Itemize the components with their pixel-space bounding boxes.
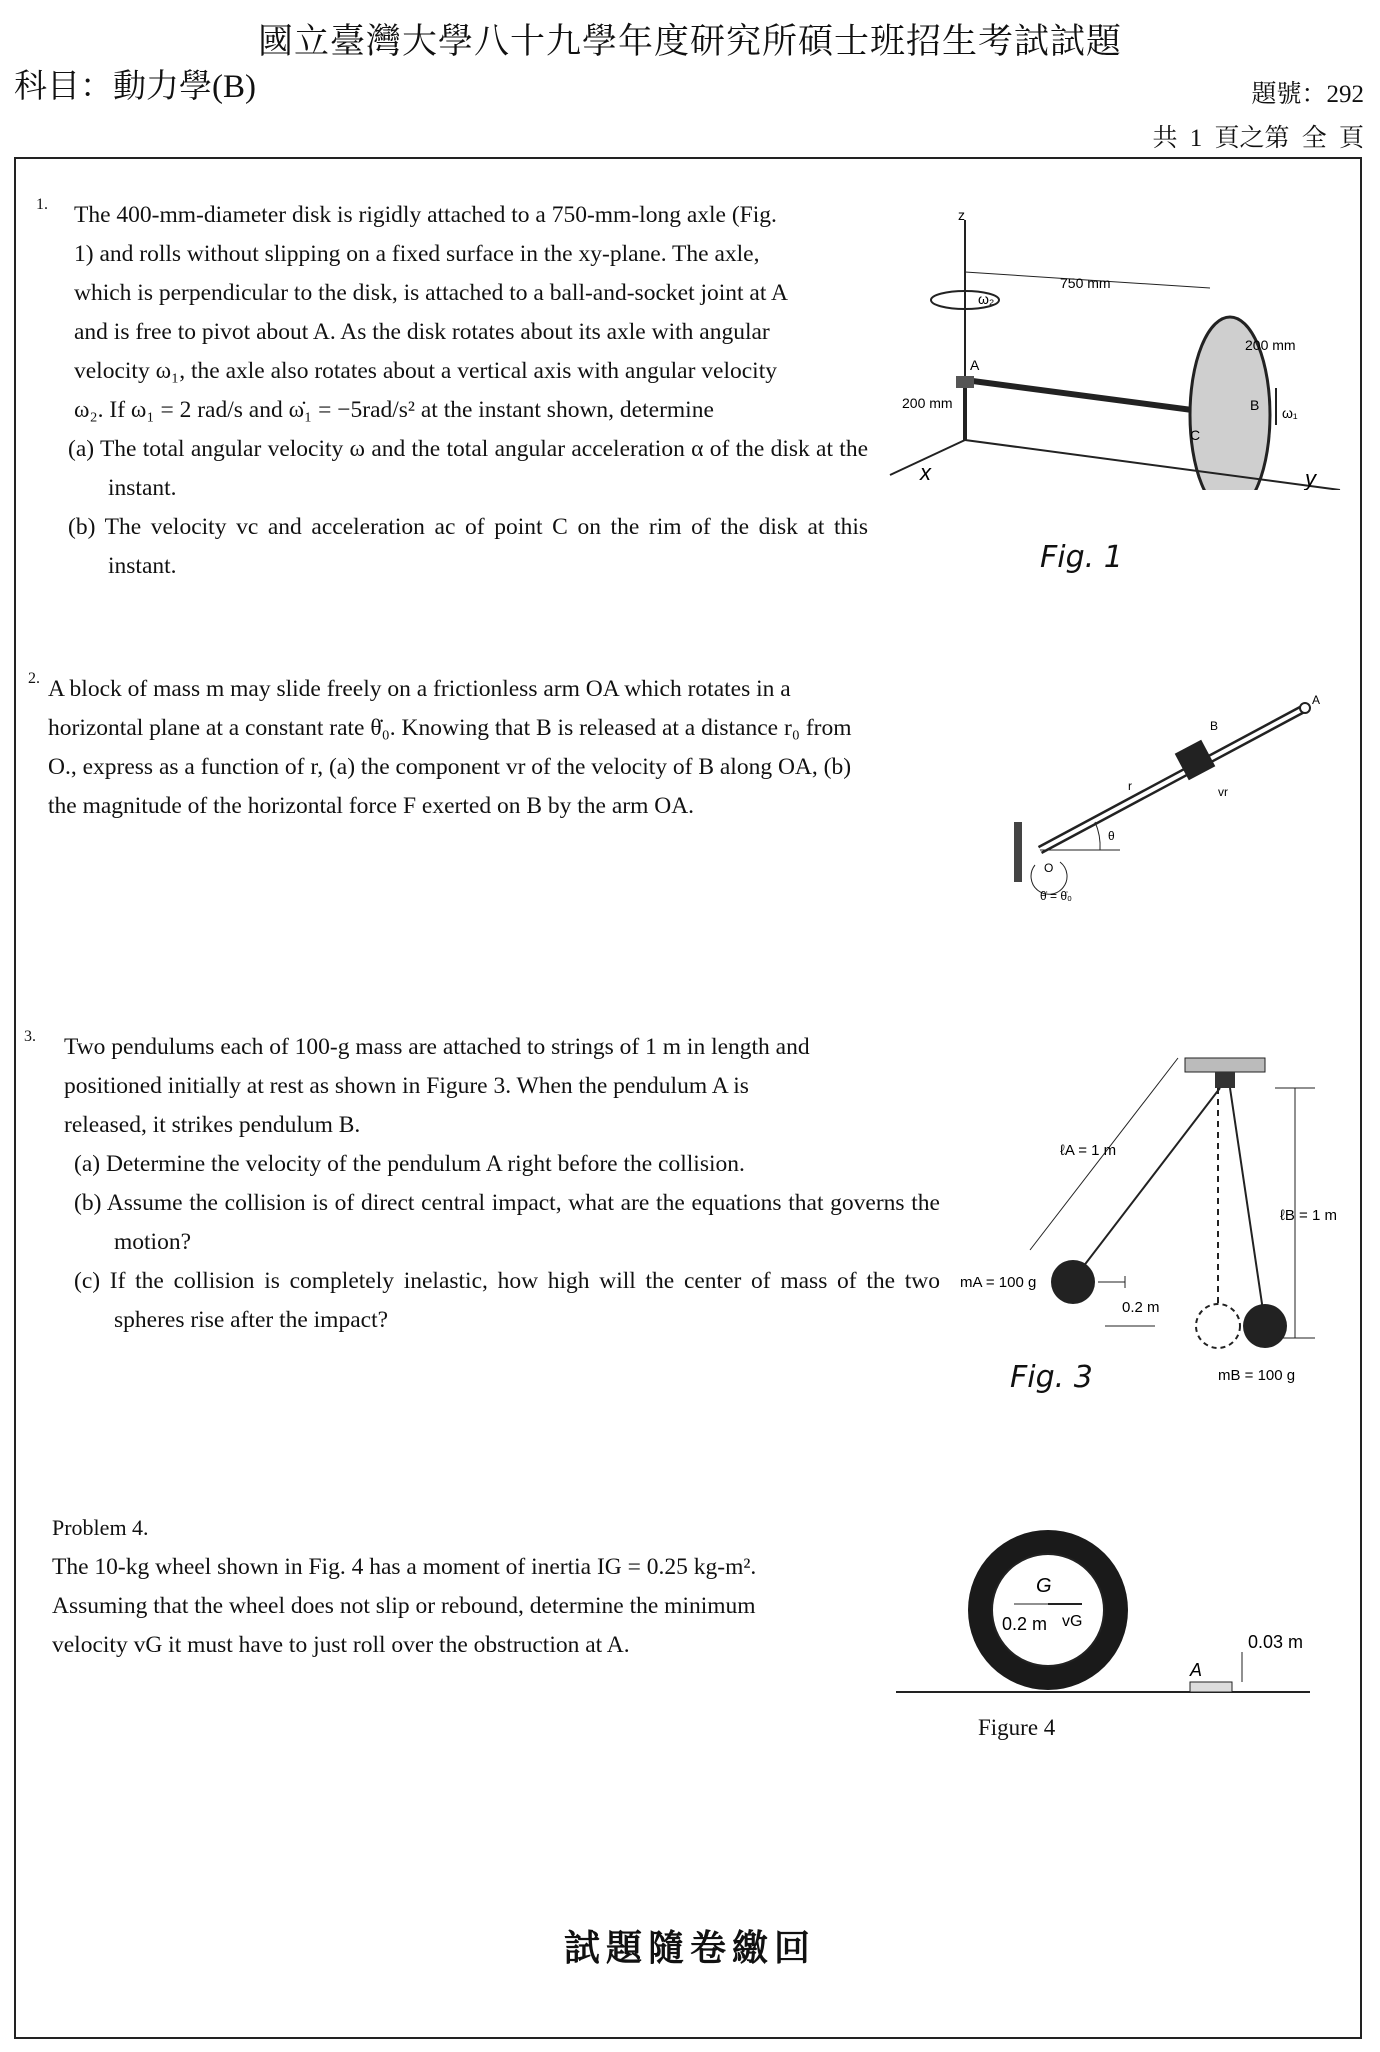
problem-3-line: Two pendulums each of 100-g mass are attached to strings of 1 m in length and	[64, 1034, 810, 1060]
problem-1-line: 1) and rolls without slipping on a fixed surface in the xy-plane. The axle,	[74, 241, 760, 267]
fig3-mB-label: mB = 100 g	[1218, 1367, 1296, 1384]
problem-1-line: and is free to pivot about A. As the disk rotates about its axle with angular	[74, 319, 770, 345]
problem-1-line: which is perpendicular to the disk, is attached to a ball-and-socket joint at A	[74, 280, 788, 306]
problem-3-part-a: (a) Determine the velocity of the pendulum A right before the collision.	[74, 1151, 745, 1177]
problem-2-line: horizontal plane at a constant rate θ̇₀. Knowing that B is released at a distance r₀ from	[48, 715, 852, 741]
problem-3-line: released, it strikes pendulum B.	[64, 1112, 361, 1138]
problem-1-line: ω₂. If ω₁ = 2 rad/s and ω̇₁ = −5rad/s² at the instant shown, determine	[74, 397, 714, 423]
problem-4-line: velocity vG it must have to just roll over the obstruction at A.	[52, 1632, 630, 1658]
problem-3-text	[64, 1028, 940, 1145]
fig2-theta-label: θ	[1108, 829, 1115, 843]
fig2-A-label: A	[1312, 693, 1321, 707]
problem-4-heading: Problem 4.	[52, 1515, 149, 1540]
problem-3-parts	[74, 1145, 940, 1340]
fig2-rate-label: θ̇ = θ̇₀	[1040, 889, 1073, 903]
fig1-height-label: 200 mm	[902, 395, 953, 411]
problem-2-line: A block of mass m may slide freely on a frictionless arm OA which rotates in a	[48, 676, 791, 702]
fig2-B-label: B	[1210, 719, 1219, 733]
problem-4-line: The 10-kg wheel shown in Fig. 4 has a moment of inertia IG = 0.25 kg-m².	[52, 1554, 757, 1580]
figure-4-diagram	[890, 1520, 1330, 1710]
figure-2-diagram	[1000, 690, 1340, 920]
fig1-diameter-label: 200 mm	[1245, 337, 1296, 353]
fig3-mA-label: mA = 100 g	[960, 1274, 1037, 1291]
fig3-lA-label: ℓA = 1 m	[1060, 1142, 1117, 1159]
fig4-G-label: G	[1036, 1575, 1052, 1597]
fig4-radius-label: 0.2 m	[1002, 1614, 1048, 1634]
problem-3-number: 3.	[24, 1028, 36, 1045]
fig3-lB-label: ℓB = 1 m	[1280, 1207, 1337, 1224]
problem-1-number: 1.	[36, 196, 48, 213]
problem-1-parts	[68, 430, 868, 586]
exam-title: 國立臺灣大學八十九學年度研究所碩士班招生考試試題	[257, 22, 1122, 61]
problem-4-text	[52, 1548, 894, 1665]
problem-2-number: 2.	[28, 670, 40, 687]
fig3-h-label: 0.2 m	[1122, 1299, 1160, 1316]
problem-2-line: the magnitude of the horizontal force F exerted on B by the arm OA.	[48, 793, 695, 819]
problem-2-text	[48, 670, 968, 826]
problem-1-line: The 400-mm-diameter disk is rigidly attached to a 750-mm-long axle (Fig.	[74, 202, 777, 228]
figure-1-diagram	[880, 200, 1350, 490]
fig1-z-label: z	[958, 207, 965, 223]
figure-3-caption: Fig. 3	[1010, 1360, 1093, 1395]
problem-4-line: Assuming that the wheel does not slip or rebound, determine the minimum	[52, 1593, 756, 1619]
fig4-vG-label: vG	[1062, 1613, 1083, 1630]
figure-1-caption: Fig. 1	[1040, 540, 1123, 575]
fig1-A-label: A	[970, 357, 980, 373]
problem-1-part-b: (b) The velocity vc and acceleration ac of point C on the rim of the disk at this instant.	[68, 514, 868, 579]
fig1-B-label: B	[1250, 397, 1260, 413]
fig1-length-label: 750 mm	[1060, 275, 1111, 291]
fig2-r-label: r	[1128, 779, 1132, 793]
problem-1-line: velocity ω₁, the axle also rotates about a vertical axis with angular velocity	[74, 358, 777, 384]
fig1-y-label: y	[1305, 466, 1316, 490]
fig1-C-label: C	[1190, 427, 1201, 443]
problem-2-line: O., express as a function of r, (a) the component vr of the velocity of B along OA, (b)	[48, 754, 852, 780]
fig4-h-label: 0.03 m	[1248, 1632, 1304, 1652]
problem-3-line: positioned initially at rest as shown in Figure 3. When the pendulum A is	[64, 1073, 749, 1099]
subject-label: 科目：動力學(B)	[14, 69, 256, 105]
fig1-x-label: x	[920, 460, 931, 485]
page-indicator: 共 1 頁之第 全 頁	[1152, 125, 1364, 152]
problem-3-part-c: (c) If the collision is completely inelastic, how high will the center of mass of the two spheres rise after the impact?	[74, 1268, 940, 1333]
figure-3-diagram	[950, 1040, 1350, 1400]
problem-1-text	[74, 196, 866, 430]
fig1-omega2-label: ω₂	[978, 291, 995, 307]
problem-1-part-a: (a) The total angular velocity ω and the total angular acceleration α of the disk at the instant.	[68, 436, 868, 501]
fig2-vr-label: vr	[1218, 785, 1228, 799]
figure-4-caption: Figure 4	[978, 1715, 1056, 1740]
fig2-O-label: O	[1044, 861, 1054, 875]
problem-3-part-b: (b) Assume the collision is of direct central impact, what are the equations that governs the motion?	[74, 1190, 940, 1255]
return-notice: 試題隨卷繳回	[563, 1928, 816, 1968]
fig1-omega1-label: ω₁	[1282, 405, 1298, 421]
fig4-A-label: A	[1190, 1660, 1203, 1680]
question-number: 題號：292	[1251, 81, 1364, 108]
